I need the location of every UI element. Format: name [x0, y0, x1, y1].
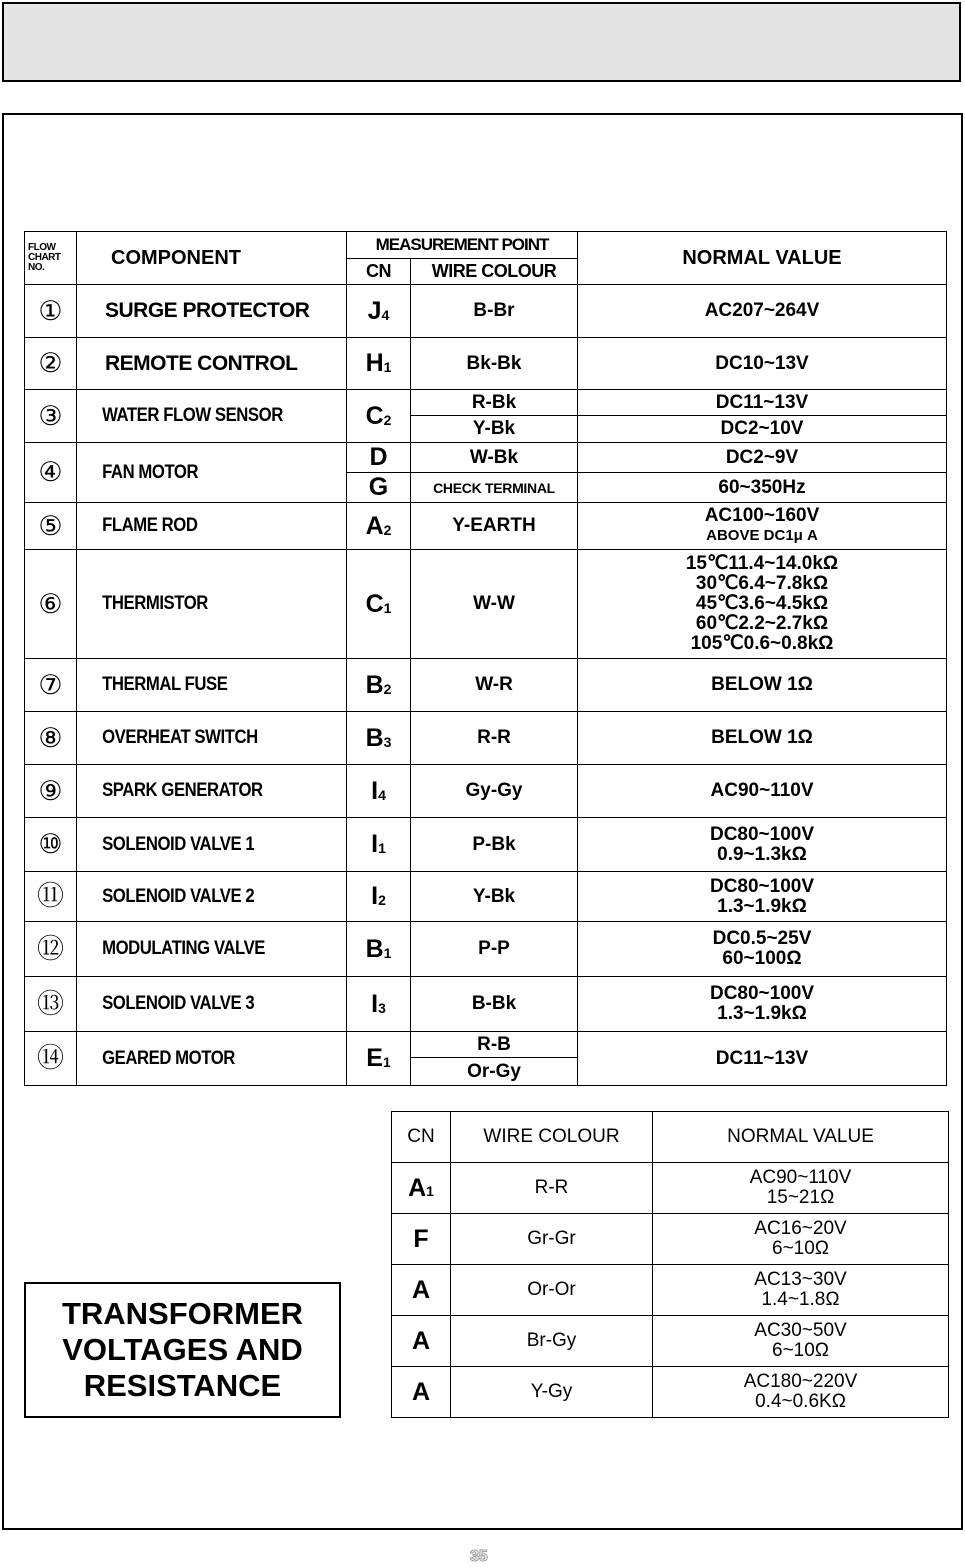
- flow-chart-no-header: FLOW CHART NO.: [25, 232, 77, 285]
- wire-colour: Y-Gy: [451, 1367, 653, 1418]
- wire-colour: W-Bk: [411, 443, 578, 473]
- table-row: [25, 818, 947, 872]
- wire-colour: B-Bk: [411, 977, 578, 1032]
- component-name: SPARK GENERATOR: [77, 765, 315, 818]
- component-name: WATER FLOW SENSOR: [77, 390, 315, 443]
- row-number: ②: [25, 338, 77, 390]
- connector: $B_2$: [347, 659, 411, 712]
- connector: $C_1$: [347, 550, 411, 659]
- wire-colour: CHECK TERMINAL: [411, 473, 578, 503]
- wire-colour: R-R: [411, 712, 578, 765]
- wire-colour: W-R: [411, 659, 578, 712]
- header-bar: [2, 2, 961, 82]
- cn-header: CN: [347, 259, 411, 285]
- connector: $I_1$: [347, 818, 411, 872]
- transformer-wire-header: WIRE COLOUR: [451, 1112, 653, 1163]
- wire-colour: Y-Bk: [411, 872, 578, 922]
- normal-value: AC100~160V ABOVE DC1μ A: [578, 503, 947, 550]
- component-name: FAN MOTOR: [77, 443, 315, 503]
- table-row: [25, 550, 947, 659]
- normal-value: AC16~20V 6~10Ω: [653, 1214, 949, 1265]
- normal-value: DC80~100V 1.3~1.9kΩ: [578, 872, 947, 922]
- component-name: SOLENOID VALVE 1: [77, 818, 315, 872]
- normal-value: 60~350Hz: [578, 473, 947, 503]
- normal-value: BELOW 1Ω: [578, 712, 947, 765]
- row-number: ⑥: [25, 550, 77, 659]
- wire-colour: Br-Gy: [451, 1316, 653, 1367]
- component-name: THERMAL FUSE: [77, 659, 315, 712]
- normal-value: AC180~220V 0.4~0.6KΩ: [653, 1367, 949, 1418]
- connector: $I_4$: [347, 765, 411, 818]
- wire-colour: Bk-Bk: [411, 338, 578, 390]
- normal-value: AC13~30V 1.4~1.8Ω: [653, 1265, 949, 1316]
- table-row: [25, 285, 947, 338]
- component-name: FLAME ROD: [77, 503, 315, 550]
- table-row: [25, 922, 947, 977]
- measurement-point-header: MEASUREMENT POINT: [347, 232, 578, 259]
- row-number: ③: [25, 390, 77, 443]
- transformer-cn-header: CN: [392, 1112, 451, 1163]
- normal-value: DC11~13V: [578, 1032, 947, 1086]
- normal-value-header: NORMAL VALUE: [578, 232, 947, 285]
- table-row: [25, 872, 947, 922]
- normal-value: DC2~9V: [578, 443, 947, 473]
- row-number: ④: [25, 443, 77, 503]
- table-row: [25, 443, 947, 473]
- normal-value: AC30~50V 6~10Ω: [653, 1316, 949, 1367]
- connector: $I_2$: [347, 872, 411, 922]
- connector: A1: [392, 1163, 451, 1214]
- connector: A: [392, 1316, 451, 1367]
- row-number: ⑭: [25, 1032, 77, 1086]
- table-row: [392, 1265, 949, 1316]
- transformer-title: TRANSFORMER VOLTAGES AND RESISTANCE: [24, 1282, 341, 1418]
- component-name: REMOTE CONTROL: [77, 338, 347, 390]
- connector: $H_1$: [347, 338, 411, 390]
- normal-value: AC90~110V 15~21Ω: [653, 1163, 949, 1214]
- table-row: [25, 390, 947, 416]
- connector: $I_3$: [347, 977, 411, 1032]
- table-row: [392, 1214, 949, 1265]
- connector: $B_3$: [347, 712, 411, 765]
- wire-colour: P-P: [411, 922, 578, 977]
- connector: $A_2$: [347, 503, 411, 550]
- table-row: [392, 1163, 949, 1214]
- normal-value: DC11~13V: [578, 390, 947, 416]
- connector: $B_1$: [347, 922, 411, 977]
- normal-value: 15℃11.4~14.0kΩ 30℃6.4~7.8kΩ 45℃3.6~4.5kΩ 60℃2.2~2.7kΩ 105℃0.6~0.8kΩ: [578, 550, 947, 659]
- row-number: ⑪: [25, 872, 77, 922]
- component-name: SURGE PROTECTOR: [77, 285, 347, 338]
- normal-value: AC207~264V: [578, 285, 947, 338]
- normal-value: DC0.5~25V 60~100Ω: [578, 922, 947, 977]
- wire-colour-header: WIRE COLOUR: [411, 259, 578, 285]
- normal-value: BELOW 1Ω: [578, 659, 947, 712]
- wire-colour: Y-Bk: [411, 416, 578, 443]
- table-row: [392, 1367, 949, 1418]
- connector: D: [347, 443, 411, 473]
- wire-colour: Or-Or: [451, 1265, 653, 1316]
- component-name: GEARED MOTOR: [77, 1032, 315, 1086]
- table-row: [25, 1032, 947, 1058]
- wire-colour: R-R: [451, 1163, 653, 1214]
- connector: A: [392, 1367, 451, 1418]
- table-row: [25, 977, 947, 1032]
- table-row: [25, 765, 947, 818]
- connector: F: [392, 1214, 451, 1265]
- wire-colour: Gr-Gr: [451, 1214, 653, 1265]
- wire-colour: Or-Gy: [411, 1058, 578, 1086]
- normal-value: DC80~100V 0.9~1.3kΩ: [578, 818, 947, 872]
- page-number: 35: [470, 1548, 488, 1565]
- wire-colour: R-B: [411, 1032, 578, 1058]
- connector: G: [347, 473, 411, 503]
- row-number: ⑦: [25, 659, 77, 712]
- table-row: [25, 712, 947, 765]
- wire-colour: P-Bk: [411, 818, 578, 872]
- row-number: ①: [25, 285, 77, 338]
- table-row: [25, 338, 947, 390]
- wire-colour: W-W: [411, 550, 578, 659]
- component-header: COMPONENT: [77, 232, 347, 285]
- wire-colour: B-Br: [411, 285, 578, 338]
- normal-value: AC90~110V: [578, 765, 947, 818]
- row-number: ⑫: [25, 922, 77, 977]
- component-name: OVERHEAT SWITCH: [77, 712, 315, 765]
- normal-value: DC2~10V: [578, 416, 947, 443]
- component-name: THERMISTOR: [77, 550, 315, 659]
- transformer-table: [391, 1111, 949, 1418]
- component-name: SOLENOID VALVE 3: [77, 977, 315, 1032]
- row-number: ⑤: [25, 503, 77, 550]
- table-row: [25, 659, 947, 712]
- transformer-value-header: NORMAL VALUE: [653, 1112, 949, 1163]
- wire-colour: Gy-Gy: [411, 765, 578, 818]
- table-row: [392, 1316, 949, 1367]
- row-number: ⑬: [25, 977, 77, 1032]
- component-name: MODULATING VALVE: [77, 922, 315, 977]
- wire-colour: Y-EARTH: [411, 503, 578, 550]
- component-measurement-table: [24, 231, 947, 1086]
- connector: $E_1$: [347, 1032, 411, 1086]
- normal-value: DC80~100V 1.3~1.9kΩ: [578, 977, 947, 1032]
- connector: $J_4$: [347, 285, 411, 338]
- component-name: SOLENOID VALVE 2: [77, 872, 315, 922]
- connector: $C_2$: [347, 390, 411, 443]
- connector: A: [392, 1265, 451, 1316]
- wire-colour: R-Bk: [411, 390, 578, 416]
- row-number: ⑩: [25, 818, 77, 872]
- row-number: ⑨: [25, 765, 77, 818]
- row-number: ⑧: [25, 712, 77, 765]
- normal-value: DC10~13V: [578, 338, 947, 390]
- table-row: [25, 503, 947, 550]
